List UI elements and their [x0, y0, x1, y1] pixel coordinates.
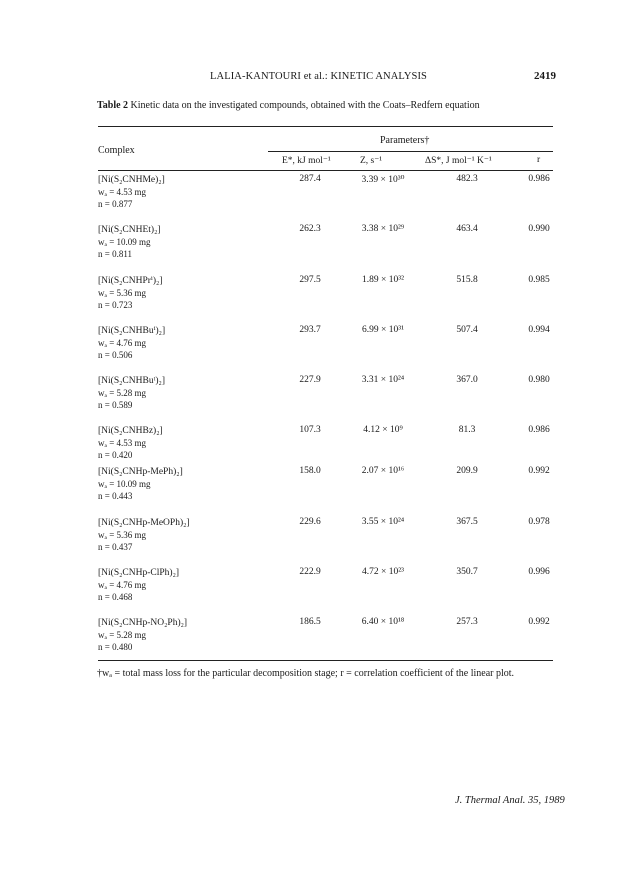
energy-value: 293.7	[299, 325, 321, 335]
column-header-z: Z, s⁻¹	[360, 156, 383, 166]
table-row	[0, 275, 639, 327]
z-value: 6.99 × 10³¹	[362, 325, 404, 335]
complex-formula: [Ni(S₂CNHBuⁱ)₂]	[98, 326, 166, 336]
entropy-value: 515.8	[456, 275, 478, 285]
complex-cell	[98, 617, 187, 653]
z-value: 4.12 × 10⁹	[363, 425, 403, 435]
z-value: 1.89 × 10³²	[362, 275, 404, 285]
table-header-rule	[98, 170, 553, 171]
complex-column-header: Complex	[98, 145, 135, 156]
reaction-order: n = 0.437	[98, 542, 133, 552]
r-value: 0.986	[528, 425, 550, 435]
complex-cell	[98, 174, 165, 210]
reaction-order: n = 0.420	[98, 450, 133, 460]
energy-value: 222.9	[299, 567, 321, 577]
column-header-entropy: ΔS*, J mol⁻¹ K⁻¹	[425, 156, 492, 166]
z-value: 3.38 × 10²⁹	[361, 224, 405, 234]
complex-cell	[98, 567, 179, 603]
reaction-order: n = 0.506	[98, 350, 133, 360]
complex-formula: [Ni(S₂CNHp-ClPh)₂]	[98, 568, 180, 578]
mass-loss: wₐ = 4.76 mg	[98, 338, 147, 348]
z-value: 3.55 × 10²⁴	[361, 517, 405, 527]
energy-value: 186.5	[299, 617, 321, 627]
energy-value: 229.6	[299, 517, 321, 527]
complex-cell	[98, 275, 162, 311]
mass-loss: wₐ = 4.76 mg	[98, 580, 147, 590]
complex-formula: [Ni(S₂CNHMe)₂]	[98, 175, 165, 185]
reaction-order: n = 0.877	[98, 199, 133, 209]
energy-value: 107.3	[299, 425, 321, 435]
table-row	[0, 325, 639, 377]
r-value: 0.978	[528, 517, 550, 527]
running-head: LALIA-KANTOURI et al.: KINETIC ANALYSIS	[210, 71, 428, 82]
table-footnote: †wₐ = total mass loss for the particular decomposition stage; r = correlation coefficient of the linear plot.	[97, 668, 515, 679]
mass-loss: wₐ = 5.36 mg	[98, 288, 147, 298]
energy-value: 262.3	[299, 224, 321, 234]
r-value: 0.990	[528, 224, 550, 234]
entropy-value: 367.0	[456, 375, 478, 385]
r-value: 0.986	[528, 174, 550, 184]
complex-cell	[98, 517, 190, 553]
page-number: 2419	[534, 70, 556, 82]
complex-formula: [Ni(S₂CNHPrⁱ)₂]	[98, 276, 163, 286]
complex-formula: [Ni(S₂CNHp-MePh)₂]	[98, 467, 183, 477]
table-row	[0, 375, 639, 427]
r-value: 0.992	[528, 466, 550, 476]
table-bottom-rule	[98, 660, 553, 661]
complex-cell	[98, 325, 165, 361]
complex-formula: [Ni(S₂CNHBz)₂]	[98, 426, 163, 436]
entropy-value: 257.3	[456, 617, 478, 627]
entropy-value: 209.9	[456, 466, 478, 476]
entropy-value: 350.7	[456, 567, 478, 577]
reaction-order: n = 0.723	[98, 300, 133, 310]
r-value: 0.992	[528, 617, 550, 627]
table-row	[0, 224, 639, 276]
reaction-order: n = 0.589	[98, 400, 133, 410]
energy-value: 158.0	[299, 466, 321, 476]
reaction-order: n = 0.443	[98, 491, 133, 501]
entropy-value: 507.4	[456, 325, 478, 335]
mass-loss: wₐ = 5.28 mg	[98, 388, 147, 398]
entropy-value: 463.4	[456, 224, 478, 234]
parameters-rule	[268, 151, 553, 152]
table-top-rule	[98, 126, 553, 127]
z-value: 2.07 × 10¹⁶	[361, 466, 405, 476]
r-value: 0.994	[528, 325, 550, 335]
table-caption	[97, 100, 567, 111]
table-row	[0, 567, 639, 619]
table-row	[0, 174, 639, 226]
complex-cell	[98, 224, 161, 260]
complex-formula: [Ni(S₂CNHBuᵗ)₂]	[98, 376, 166, 386]
column-header-energy: E*, kJ mol⁻¹	[282, 156, 331, 166]
complex-formula: [Ni(S₂CNHEt)₂]	[98, 225, 161, 235]
mass-loss: wₐ = 4.53 mg	[98, 187, 147, 197]
z-value: 3.31 × 10²⁴	[361, 375, 405, 385]
table-row	[0, 466, 639, 518]
entropy-value: 367.5	[456, 517, 478, 527]
complex-cell	[98, 466, 183, 502]
energy-value: 297.5	[299, 275, 321, 285]
energy-value: 287.4	[299, 174, 321, 184]
table-row	[0, 517, 639, 569]
complex-cell	[98, 425, 163, 461]
entropy-value: 482.3	[456, 174, 478, 184]
reaction-order: n = 0.811	[98, 249, 132, 259]
reaction-order: n = 0.468	[98, 592, 133, 602]
mass-loss: wₐ = 5.28 mg	[98, 630, 147, 640]
column-header-r: r	[537, 155, 541, 165]
parameters-header: Parameters†	[380, 135, 430, 146]
complex-cell	[98, 375, 165, 411]
table-caption-text: Kinetic data on the investigated compounds, obtained with the Coats–Redfern equation	[130, 100, 480, 111]
mass-loss: wₐ = 10.09 mg	[98, 237, 151, 247]
complex-formula: [Ni(S₂CNHp-MeOPh)₂]	[98, 518, 190, 528]
complex-formula: [Ni(S₂CNHp-NO₂Ph)₂]	[98, 618, 188, 628]
r-value: 0.980	[528, 375, 550, 385]
r-value: 0.996	[528, 567, 550, 577]
mass-loss: wₐ = 10.09 mg	[98, 479, 151, 489]
mass-loss: wₐ = 5.36 mg	[98, 530, 147, 540]
reaction-order: n = 0.480	[98, 642, 133, 652]
energy-value: 227.9	[299, 375, 321, 385]
table-label: Table 2	[97, 100, 129, 111]
z-value: 6.40 × 10¹⁸	[361, 617, 405, 627]
entropy-value: 81.3	[458, 425, 476, 435]
journal-citation: J. Thermal Anal. 35, 1989	[455, 795, 565, 806]
mass-loss: wₐ = 4.53 mg	[98, 438, 147, 448]
r-value: 0.985	[528, 275, 550, 285]
z-value: 3.39 × 10³⁰	[361, 175, 405, 185]
z-value: 4.72 × 10²³	[362, 567, 404, 577]
